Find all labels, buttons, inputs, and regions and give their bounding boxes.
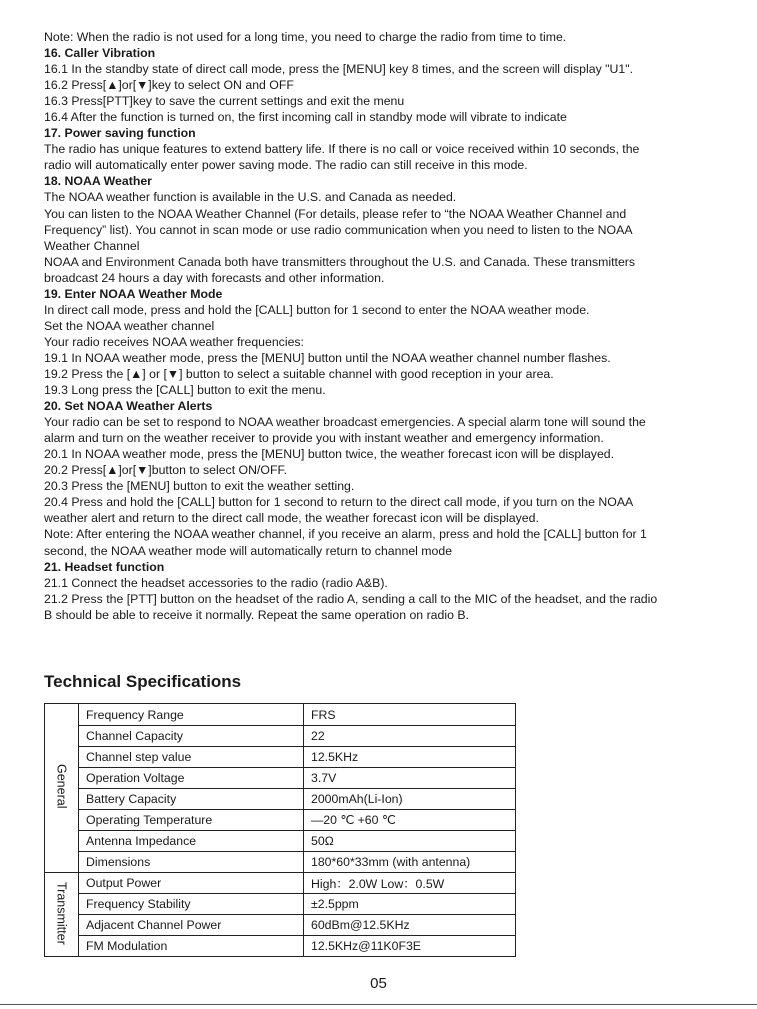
spec-value: —20 ℃ +60 ℃ — [304, 810, 516, 831]
spec-value: 50Ω — [304, 831, 516, 852]
text-line: 21.1 Connect the headset accessories to the radio (radio A&B). — [44, 575, 388, 590]
section-heading: 20. Set NOAA Weather Alerts — [44, 399, 213, 414]
text-line: The radio has unique features to extend battery life. If there is no call or voice received within 10 seconds, the — [44, 142, 640, 157]
text-line: second, the NOAA weather mode will automatically return to channel mode — [44, 543, 453, 558]
text-line: 19.3 Long press the [CALL] button to exit the menu. — [44, 383, 326, 398]
text-line: weather alert and return to the direct call mode, the weather forecast icon will be displayed. — [44, 511, 539, 526]
spec-group-cell — [45, 873, 79, 957]
spec-label: Antenna Impedance — [79, 831, 304, 852]
spec-label: FM Modulation — [79, 936, 304, 957]
spec-value: 22 — [304, 726, 516, 747]
spec-value: High：2.0W Low：0.5W — [304, 873, 516, 894]
spec-value: 12.5KHz — [304, 747, 516, 768]
spec-group-label: Transmitter — [54, 881, 69, 945]
section-heading: 17. Power saving function — [44, 126, 196, 141]
spec-value: ±2.5ppm — [304, 894, 516, 915]
text-line: 19.1 In NOAA weather mode, press the [MENU] button until the NOAA weather channel number flashes. — [44, 350, 611, 365]
text-line: radio will automatically enter power saving mode. The radio can still receive in this mode. — [44, 158, 528, 173]
text-line: 20.4 Press and hold the [CALL] button for 1 second to return to the direct call mode, if you turn on the NOAA — [44, 495, 634, 510]
spec-label: Operation Voltage — [79, 768, 304, 789]
text-line: 21.2 Press the [PTT] button on the headset of the radio A, sending a call to the MIC of the headset, and the radio — [44, 591, 658, 606]
section-heading: 18. NOAA Weather — [44, 174, 152, 189]
spec-label: Output Power — [79, 873, 304, 894]
spec-value: 60dBm@12.5KHz — [304, 915, 516, 936]
spec-label: Adjacent Channel Power — [79, 915, 304, 936]
spec-row — [45, 852, 516, 873]
text-line: 16.2 Press[▲]or[▼]key to select ON and OFF — [44, 78, 294, 93]
spec-label: Frequency Stability — [79, 894, 304, 915]
spec-row — [45, 768, 516, 789]
spec-group-label: General — [54, 764, 69, 809]
section-heading: 21. Headset function — [44, 559, 165, 574]
spec-label: Operating Temperature — [79, 810, 304, 831]
section-heading: 19. Enter NOAA Weather Mode — [44, 286, 223, 301]
text-line: 20.1 In NOAA weather mode, press the [MENU] button twice, the weather forecast icon will be displayed. — [44, 447, 615, 462]
text-line: The NOAA weather function is available in the U.S. and Canada as needed. — [44, 190, 457, 205]
text-line: 19.2 Press the [▲] or [▼] button to select a suitable channel with good reception in your area. — [44, 366, 554, 381]
spec-row — [45, 726, 516, 747]
text-line: Set the NOAA weather channel — [44, 318, 215, 333]
spec-label: Dimensions — [79, 852, 304, 873]
text-line: 20.2 Press[▲]or[▼]button to select ON/OFF. — [44, 463, 288, 478]
text-line: Weather Channel — [44, 238, 140, 253]
text-line: NOAA and Environment Canada both have transmitters throughout the U.S. and Canada. These transmitters — [44, 254, 636, 269]
text-line: 16.4 After the function is turned on, the first incoming call in standby mode will vibrate to indicate — [44, 110, 567, 125]
text-line: 16.1 In the standby state of direct call mode, press the [MENU] key 8 times, and the screen will display "U1". — [44, 62, 634, 77]
section-heading: 16. Caller Vibration — [44, 46, 156, 61]
spec-group-cell — [45, 704, 79, 873]
text-line: In direct call mode, press and hold the [CALL] button for 1 second to enter the NOAA weather mode. — [44, 302, 590, 317]
spec-value: 12.5KHz@11K0F3E — [304, 936, 516, 957]
text-line: B should be able to receive it normally. Repeat the same operation on radio B. — [44, 607, 469, 622]
text-line: You can listen to the NOAA Weather Channel (For details, please refer to “the NOAA Weather Channel and — [44, 206, 627, 221]
spec-label: Battery Capacity — [79, 789, 304, 810]
text-line: 20.3 Press the [MENU] button to exit the weather setting. — [44, 479, 355, 494]
text-line: Your radio receives NOAA weather frequencies: — [44, 334, 304, 349]
spec-value: FRS — [304, 704, 516, 726]
spec-label: Frequency Range — [79, 704, 304, 726]
spec-label: Channel Capacity — [79, 726, 304, 747]
text-line: broadcast 24 hours a day with forecasts and other information. — [44, 270, 385, 285]
spec-row — [45, 936, 516, 957]
spec-section-title: Technical Specifications — [44, 672, 242, 691]
text-line: alarm and turn on the weather receiver to provide you with instant weather and emergency information. — [44, 431, 604, 446]
spec-row — [45, 704, 516, 726]
spec-row — [45, 894, 516, 915]
spec-value: 180*60*33mm (with antenna) — [304, 852, 516, 873]
bottom-rule — [0, 1004, 757, 1005]
spec-value: 3.7V — [304, 768, 516, 789]
spec-row — [45, 747, 516, 768]
spec-row — [45, 810, 516, 831]
spec-row — [45, 873, 516, 894]
text-line: Note: After entering the NOAA weather channel, if you receive an alarm, press and hold the [CALL] button for 1 — [44, 527, 647, 542]
spec-row — [45, 789, 516, 810]
spec-row — [45, 831, 516, 852]
spec-row — [45, 915, 516, 936]
spec-value: 2000mAh(Li-Ion) — [304, 789, 516, 810]
page-number: 05 — [370, 975, 387, 992]
text-line: 16.3 Press[PTT]key to save the current settings and exit the menu — [44, 94, 405, 109]
text-line: Your radio can be set to respond to NOAA weather broadcast emergencies. A special alarm tone will sound the — [44, 415, 646, 430]
text-line: Frequency” list). You cannot in scan mode or use radio communication when you need to listen to the NOAA — [44, 222, 633, 237]
spec-table — [44, 703, 516, 957]
manual-text-block — [44, 29, 734, 623]
spec-label: Channel step value — [79, 747, 304, 768]
text-line: Note: When the radio is not used for a long time, you need to charge the radio from time to time. — [44, 30, 567, 44]
